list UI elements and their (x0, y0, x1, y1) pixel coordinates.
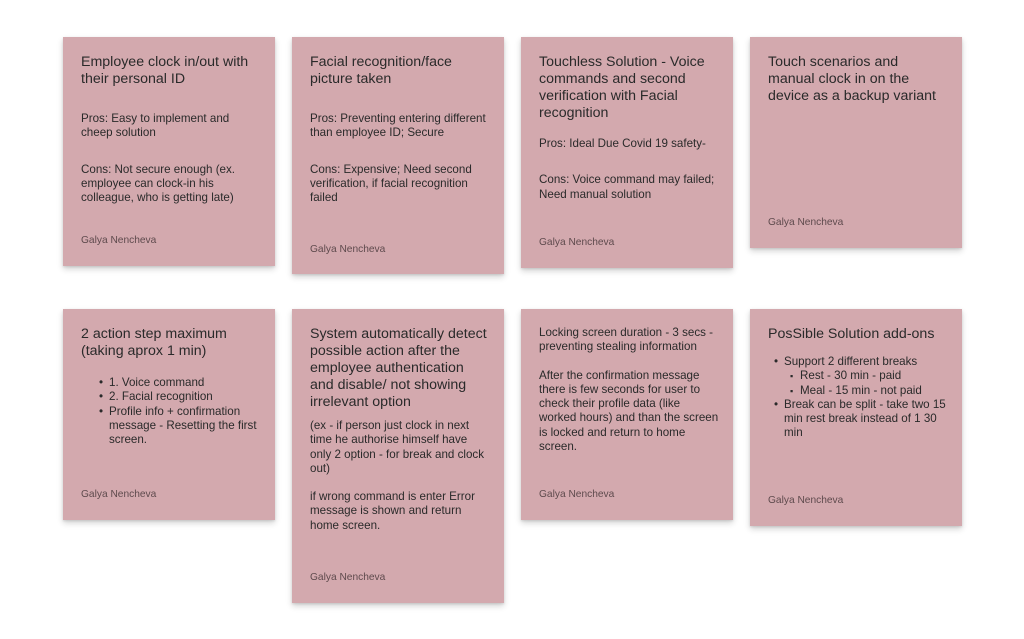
note-pros: Pros: Ideal Due Covid 19 safety- (539, 137, 706, 150)
sublist-item: ▪ Meal - 15 min - not paid (790, 384, 948, 398)
note-title: PosSible Solution add-ons (768, 326, 935, 342)
list-item: • 1. Voice command (99, 376, 261, 390)
note-author: Galya Nencheva (310, 244, 386, 255)
note-title: Facial recognition/face picture taken (310, 54, 452, 87)
note-author: Galya Nencheva (539, 489, 615, 500)
note-sublist (790, 369, 948, 398)
note-list (774, 355, 948, 441)
sticky-note[interactable] (750, 309, 962, 526)
note-author: Galya Nencheva (768, 495, 844, 506)
note-cons: Cons: Not secure enough (ex. employee can clock-in his colleague, who is getting late) (81, 162, 236, 205)
list-item-text: Support 2 different breaks (784, 355, 918, 368)
note-list (99, 376, 261, 447)
sticky-note[interactable] (63, 309, 275, 520)
note-error-case: if wrong command is enter Error message is shown and return home screen. (310, 490, 475, 532)
note-title: System automatically detect possible action after the employee authentication and disable/ not showing irrelevant option (310, 326, 487, 410)
note-title: Employee clock in/out with their personal ID (81, 54, 249, 87)
note-description: After the confirmation message there is few seconds for user to check their profile data (like worked hours) and than the screen is locked and return to home screen. (539, 368, 719, 454)
note-title: 2 action step maximum (taking aprox 1 min) (81, 326, 227, 359)
sticky-note[interactable] (63, 37, 275, 266)
note-author: Galya Nencheva (539, 237, 615, 248)
note-author: Galya Nencheva (81, 489, 157, 500)
note-author: Galya Nencheva (768, 217, 844, 228)
list-item (774, 355, 948, 398)
note-cons: Cons: Expensive; Need second verification, if facial recognition failed (310, 162, 472, 205)
note-author: Galya Nencheva (310, 572, 386, 583)
note-pros: Pros: Easy to implement and cheep solution (81, 112, 230, 140)
list-item: • 2. Facial recognition (99, 390, 261, 404)
note-title: Touch scenarios and manual clock in on the device as a backup variant (768, 54, 936, 104)
sublist-item: ▪ Rest - 30 min - paid (790, 369, 948, 383)
note-cons: Cons: Voice command may failed; Need manual solution (539, 173, 715, 201)
list-item: • Break can be split - take two 15 min rest break instead of 1 30 min (774, 398, 948, 441)
note-author: Galya Nencheva (81, 235, 157, 246)
sticky-note[interactable] (521, 309, 733, 520)
list-item: • Profile info + confirmation message - Resetting the first screen. (99, 405, 261, 448)
note-heading-text: Locking screen duration - 3 secs - preventing stealing information (539, 326, 713, 354)
sticky-note[interactable] (750, 37, 962, 248)
note-pros: Pros: Preventing entering different than employee ID; Secure (310, 112, 486, 140)
note-title: Touchless Solution - Voice commands and second verification with Facial recognition (539, 54, 705, 121)
sticky-note[interactable] (521, 37, 733, 268)
note-example: (ex - if person just clock in next time he authorise himself have only 2 option - for break and clock out) (310, 419, 485, 475)
sticky-note[interactable] (292, 37, 504, 274)
sticky-note[interactable] (292, 309, 504, 603)
